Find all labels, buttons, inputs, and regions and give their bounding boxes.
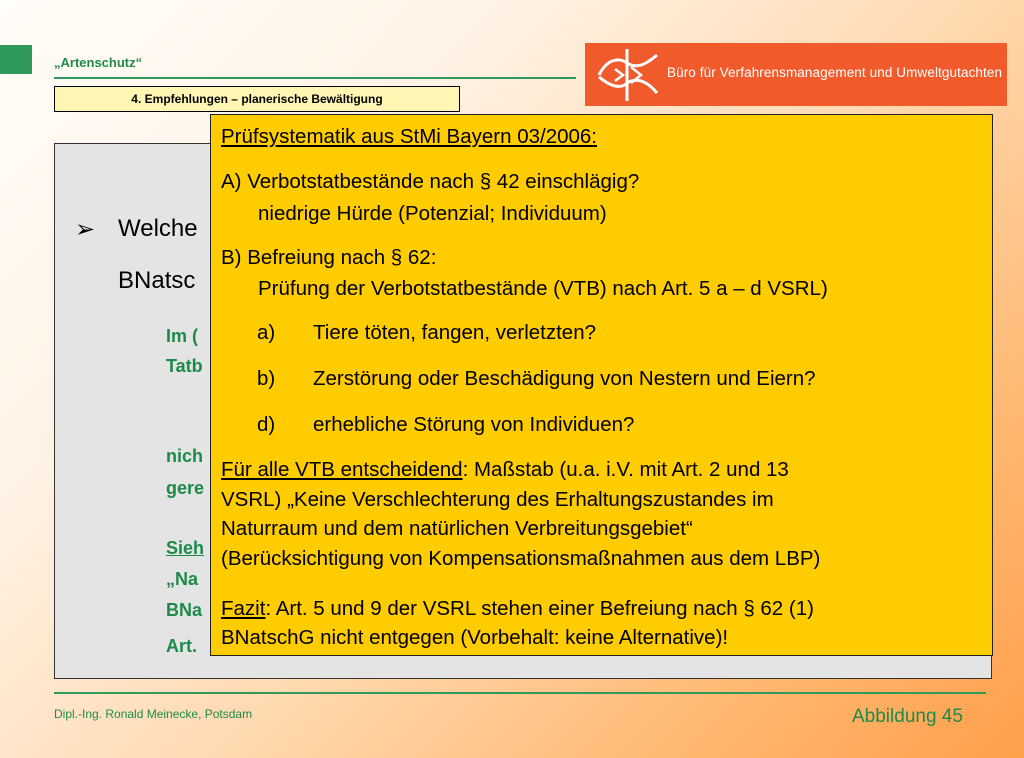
decisive-text-line: (Berücksichtigung von Kompensationsmaßnahmen aus dem LBP) [221, 547, 821, 570]
overlay-heading: Prüfsystematik aus StMi Bayern 03/2006: [221, 125, 598, 148]
green-text-line: gere [166, 478, 205, 498]
green-text-line: „Na [166, 569, 199, 589]
green-text-line: nich [166, 446, 204, 466]
footer-divider [54, 692, 986, 694]
list-item-text: Tiere töten, fangen, verletzten? [313, 321, 596, 344]
green-text-line: Im ( [166, 326, 199, 346]
conclusion-label: Fazit [221, 597, 266, 620]
decisive-paragraph [221, 457, 789, 483]
company-logo [585, 43, 1007, 106]
decisive-text-line: Naturraum und dem natürlichen Verbreitungsgebiet“ [221, 517, 693, 540]
section-b-detail: Prüfung der Verbotstatbestände (VTB) nach Art. 5 a – d VSRL) [258, 277, 828, 300]
office-logo-icon [593, 47, 663, 108]
green-corner-square [0, 45, 32, 74]
conclusion-text-line: BNatschG nicht entgegen (Vorbehalt: keine Alternative)! [221, 626, 729, 649]
decisive-text-line: : Maßstab (u.a. i.V. mit Art. 2 und 13 [462, 458, 789, 481]
green-text-line: Art. [166, 636, 197, 656]
section-label: 4. Empfehlungen – planerische Bewältigung [54, 86, 460, 112]
decisive-text-line: VSRL) „Keine Verschlechterung des Erhaltungszustandes im [221, 488, 774, 511]
header-divider [54, 77, 576, 79]
conclusion-text-line: : Art. 5 und 9 der VSRL stehen einer Befreiung nach § 62 (1) [265, 597, 814, 620]
list-item-text: Zerstörung oder Beschädigung von Nestern und Eiern? [313, 367, 816, 390]
page-number: Abbildung 45 [852, 706, 963, 727]
section-b-title: B) Befreiung nach § 62: [221, 246, 437, 269]
conclusion-paragraph [221, 596, 814, 622]
list-item-letter: d) [257, 413, 276, 436]
list-item-text: erhebliche Störung von Individuen? [313, 413, 635, 436]
list-item-letter: b) [257, 367, 276, 390]
footer-author: Dipl.-Ing. Ronald Meinecke, Potsdam [54, 707, 253, 721]
review-system-overlay [210, 114, 993, 656]
slide-title: „Artenschutz“ [54, 55, 143, 70]
arrow-bullet-icon: ➢ [75, 216, 96, 243]
green-text-line: BNa [166, 600, 203, 620]
decisive-label: Für alle VTB entscheidend [221, 458, 463, 481]
list-item [211, 366, 992, 392]
list-item [211, 412, 992, 438]
list-item [211, 320, 992, 346]
green-text-line: Sieh [166, 538, 205, 558]
logo-text: Büro für Verfahrensmanagement und Umweltgutachten [667, 65, 1003, 80]
list-item-letter: a) [257, 321, 276, 344]
bullet-text-line2: BNatsc [118, 267, 196, 294]
green-text-line: Tatb [166, 356, 203, 376]
section-a-detail: niedrige Hürde (Potenzial; Individuum) [258, 202, 607, 225]
bullet-text-line1: Welche [118, 215, 198, 242]
section-a-title: A) Verbotstatbestände nach § 42 einschlägig? [221, 170, 640, 193]
